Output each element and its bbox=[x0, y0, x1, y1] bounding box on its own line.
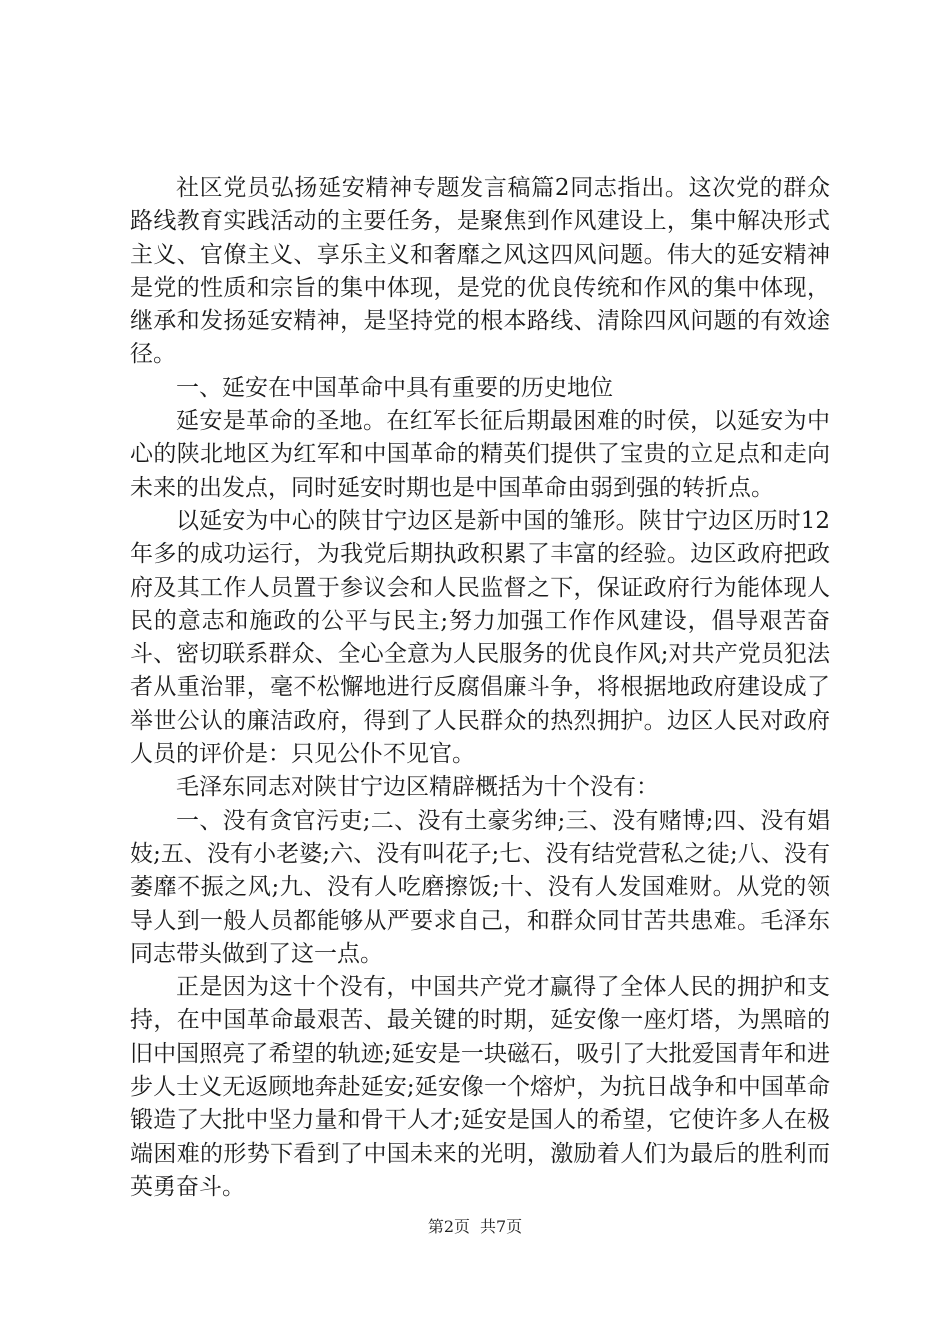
page-total: 共7页 bbox=[480, 1217, 523, 1236]
section-heading: 一、延安在中国革命中具有重要的历史地位 bbox=[176, 374, 613, 401]
page-number: 第2页 bbox=[427, 1217, 470, 1236]
paragraph-intro: 社区党员弘扬延安精神专题发言稿篇2同志指出。这次党的群众路线教育实践活动的主要任务，是聚焦到作风建设上，集中解决形式主义、官僚主义、享乐主义和奢靡之风这四风问题。伟大的延安精神是党的性质和宗旨的集中体现，是党的优良传统和作风的集中体现，继承和发扬延安精神，是坚持党的根本路线、清除四风问题的有效途径。 bbox=[130, 175, 830, 368]
paragraph-yanan-holy-land: 延安是革命的圣地。在红军长征后期最困难的时侯，以延安为中心的陕北地区为红军和中国革命的精英们提供了宝贵的立足点和走向未来的出发点，同时延安时期也是中国革命由弱到强的转折点。 bbox=[130, 408, 830, 501]
body-text bbox=[130, 172, 830, 1204]
paragraph-ten-nothings-list: 一、没有贪官污吏;二、没有土豪劣绅;三、没有赌博;四、没有娼妓;五、没有小老婆;六、没有叫花子;七、没有结党营私之徒;八、没有萎靡不振之风;九、没有人吃磨擦饭;十、没有人发国难财。从党的领导人到一般人员都能够从严要求自己，和群众同甘苦共患难。毛泽东同志带头做到了这一点。 bbox=[130, 807, 830, 967]
page-footer bbox=[0, 1214, 950, 1237]
paragraph-ten-nothings-intro: 毛泽东同志对陕甘宁边区精辟概括为十个没有： bbox=[176, 774, 659, 801]
paragraph-conclusion: 正是因为这十个没有，中国共产党才赢得了全体人民的拥护和支持，在中国革命最艰苦、最关键的时期，延安像一座灯塔，为黑暗的旧中国照亮了希望的轨迹;延安是一块磁石，吸引了大批爱国青年和进步人士义无返顾地奔赴延安;延安像一个熔炉，为抗日战争和中国革命锻造了大批中坚力量和骨干人才;延安是国人的希望，它使许多人在极端困难的形势下看到了中国未来的光明，激励着人们为最后的胜利而英勇奋斗。 bbox=[130, 974, 830, 1200]
paragraph-border-region: 以延安为中心的陕甘宁边区是新中国的雏形。陕甘宁边区历时12年多的成功运行，为我党后期执政积累了丰富的经验。边区政府把政府及其工作人员置于参议会和人民监督之下，保证政府行为能体现人民的意志和施政的公平与民主;努力加强工作作风建设，倡导艰苦奋斗、密切联系群众、全心全意为人民服务的优良作风;对共产党员犯法者从重治罪，毫不松懈地进行反腐倡廉斗争，将根据地政府建设成了举世公认的廉洁政府，得到了人民群众的热烈拥护。边区人民对政府人员的评价是：只见公仆不见官。 bbox=[130, 507, 830, 768]
